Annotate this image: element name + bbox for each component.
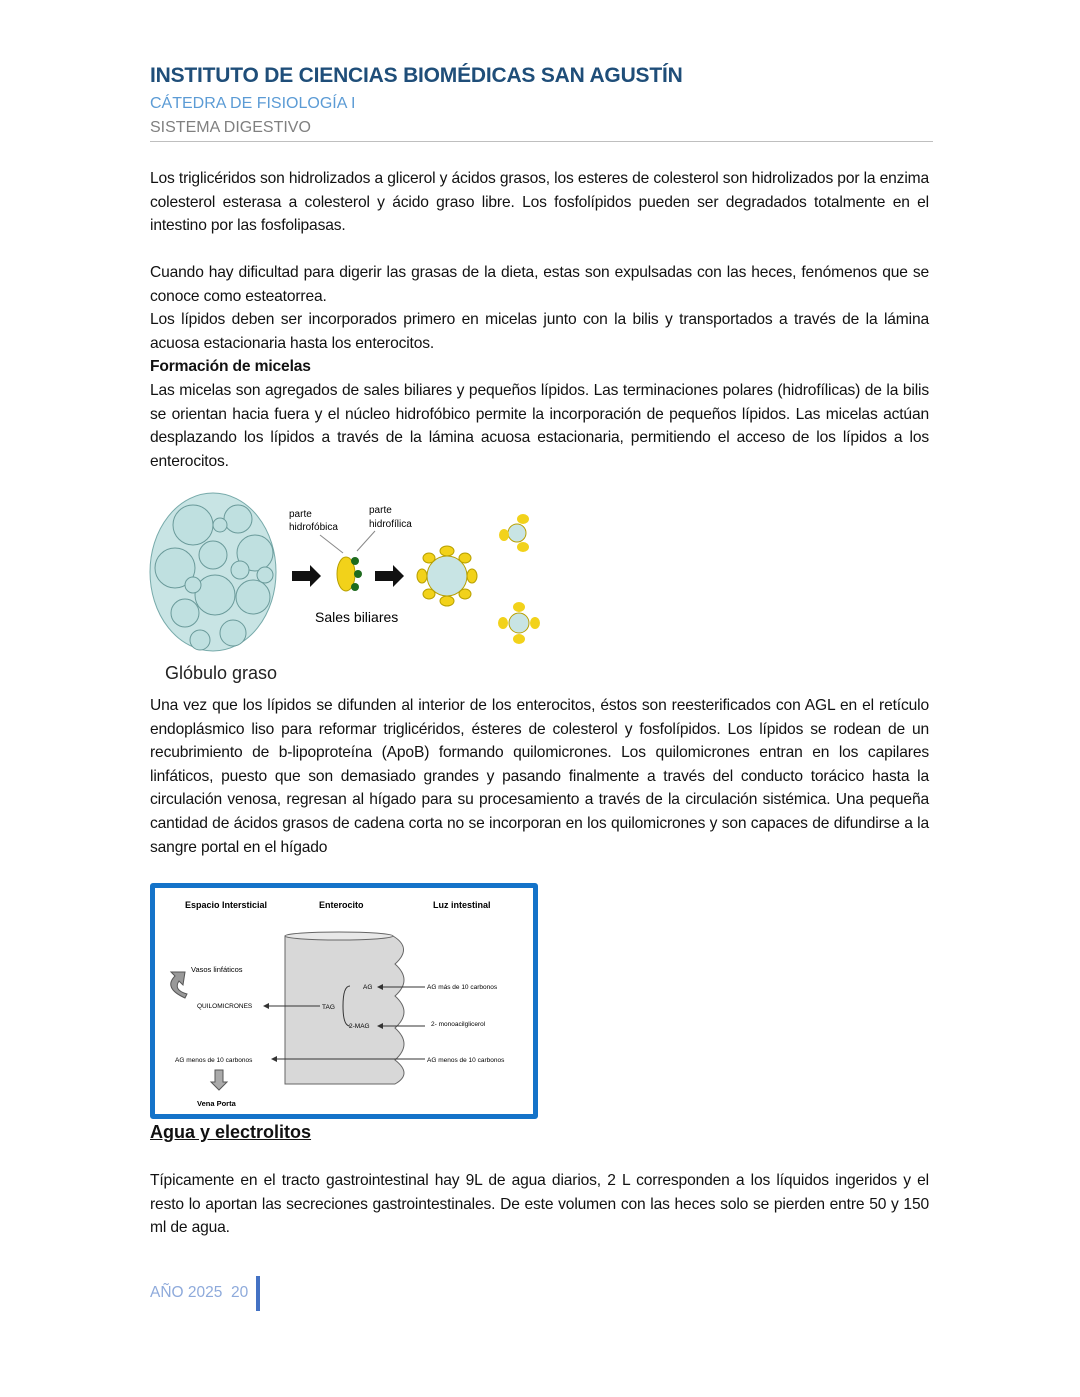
section-title: SISTEMA DIGESTIVO: [150, 119, 311, 136]
tag-label: TAG: [322, 1004, 335, 1011]
col-lumen: Luz intestinal: [433, 900, 491, 910]
hydrophilic-label-2: hidrofílica: [369, 519, 412, 530]
lymph-label: Vasos linfáticos: [191, 965, 243, 974]
paragraph-triglycerides: Los triglicéridos son hidrolizados a glicerol y ácidos grasos, los esteres de colesterol son hidrolizados por la enzima colesterol esterasa a colesterol y ácido graso libre. Los fosfolípidos pueden ser degradados totalmente en el intestino por las fosfolipasas.: [150, 170, 929, 235]
arrow-icon: [292, 565, 321, 587]
ag-label: AG: [363, 984, 373, 991]
paragraph-reesterification: Una vez que los lípidos se difunden al interior de los enterocitos, éstos son reesterificados con AGL en el retículo endoplásmico liso para reformar triglicéridos, ésteres de colesterol y fosfolípidos. Los lípidos se rodean de un recubrimiento de b-lipoproteína (ApoB) formando quilomicrones. Los quilomicrones entran en los capilares linfáticos, puesto que son demasiado grandes y pasando finalmente a través del conducto torácico hasta la circulación venosa, regresan al hígado para su procesamiento a través de la circulación sistémica. Una pequeña cantidad de ácidos grasos de cadena corta no se incorporan en los quilomicrones y son capaces de difundirse a la sangre portal en el hígado: [150, 697, 929, 856]
page-footer: [150, 1284, 248, 1302]
enterocyte-cell: [285, 936, 404, 1084]
header-divider: [150, 141, 933, 142]
down-arrow-icon: [211, 1070, 227, 1090]
hydrophobic-label: parte: [289, 509, 312, 520]
lipid-absorption-diagram: [150, 883, 538, 1119]
bile-salts-label: Sales biliares: [315, 609, 399, 625]
chylomicrons-label: QUILOMICRONES: [197, 1003, 253, 1010]
bile-salt-icon: [337, 557, 362, 591]
paragraph-steatorrhea: Cuando hay dificultad para digerir las grasas de la dieta, estas son expulsadas con las heces, fenómenos que se conoce como esteatorrea.: [150, 264, 929, 305]
footer-year: AÑO 2025: [150, 1284, 223, 1301]
small-micelle-icon: [499, 514, 529, 552]
fat-globule-icon: [150, 493, 277, 683]
col-interstitial: Espacio Intersticial: [185, 900, 268, 910]
page-number: 20: [231, 1284, 249, 1301]
heading-water-electrolytes: Agua y electrolitos: [150, 1122, 312, 1142]
globule-label: Glóbulo graso: [165, 663, 278, 683]
hydrophobic-label-2: hidrofóbica: [289, 522, 338, 533]
col-enterocyte: Enterocito: [319, 900, 364, 910]
ag-less-left-label: AG menos de 10 carbonos: [175, 1057, 253, 1064]
ag-less-right-label: AG menos de 10 carbonos: [427, 1057, 505, 1064]
hydrophilic-label: parte: [369, 505, 392, 516]
micelle-icon: [417, 546, 477, 606]
institute-title: INSTITUTO DE CIENCIAS BIOMÉDICAS SAN AGUSTÍN: [150, 64, 683, 87]
curved-arrow-icon: [171, 972, 187, 998]
ag-more-label: AG más de 10 carbonos: [427, 984, 498, 991]
mag-label: 2-MAG: [349, 1023, 370, 1030]
micelle-formation-figure: [145, 485, 565, 685]
arrow-icon: [375, 565, 404, 587]
monoacyl-label: 2- monoacilglicerol: [431, 1021, 486, 1028]
portal-label: Vena Porta: [197, 1099, 236, 1108]
heading-micelle-formation: Formación de micelas: [150, 358, 311, 376]
small-micelle-icon: [498, 602, 540, 644]
paragraph-water: Típicamente en el tracto gastrointestinal hay 9L de agua diarios, 2 L corresponden a los líquidos ingeridos y el resto lo aportan las secreciones gastrointestinales. De este volumen con las heces solo se pierden entre 50 y 150 ml de agua.: [150, 1172, 929, 1237]
paragraph-micelles: Las micelas son agregados de sales biliares y pequeños lípidos. Las terminaciones polares (hidrofílicas) de la bilis se orientan hacia fuera y el núcleo hidrofóbico permite la incorporación de pequeños lípidos. Las micelas actúan desplazando los lípidos a través de la lámina acuosa estacionaria, permitiendo el acceso de los lípidos a los enterocitos.: [150, 381, 929, 470]
text-block-lipids: [150, 261, 929, 473]
footer-bar: [256, 1276, 260, 1311]
paragraph-micelles-transport: Los lípidos deben ser incorporados primero en micelas junto con la bilis y transportados a través de la lámina acuosa estacionaria hasta los enterocitos.: [150, 311, 929, 352]
department-subtitle: CÁTEDRA DE FISIOLOGÍA I: [150, 95, 356, 112]
